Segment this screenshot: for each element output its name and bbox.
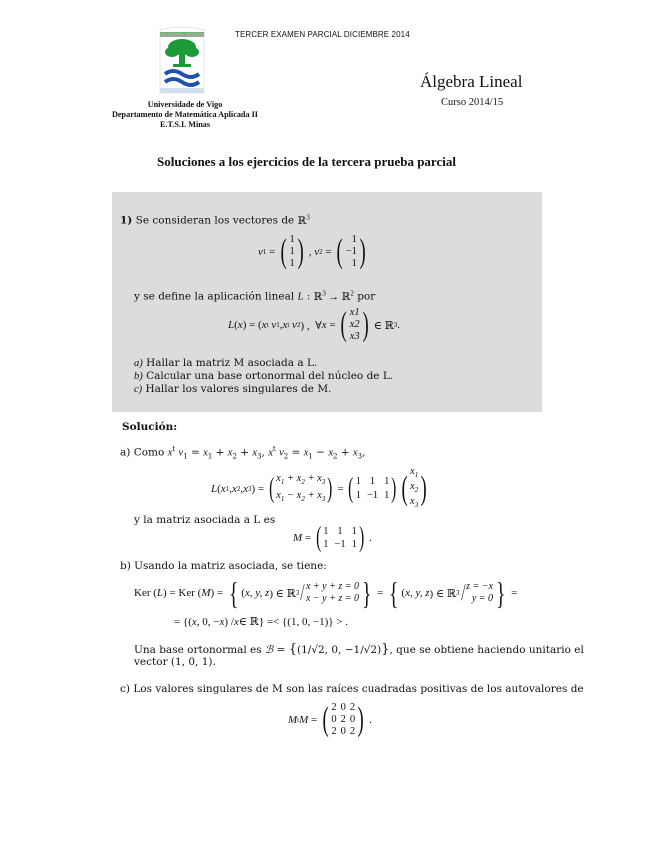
document-title: Soluciones a los ejercicios de la tercera prueba parcial <box>157 154 456 169</box>
linear-map-formula: L ( x ) = ( x t v 1 , x t v 2 ) , ∀ x = ( x1 x2 x3 ) ∈ ℝ 3 . <box>228 306 400 343</box>
school-name: E.T.S.I. Minas <box>159 120 211 129</box>
course-year: Curso 2014/15 <box>441 97 504 108</box>
part-a-formula: L ( x 1 , x 2 , x 3 ) = ( $x_1 + x_2 + x_3$ $x_1 - x_2 + x_3$ ) = ( 1 1 1 1 −1 1 ) ( $x_1$ $x_2$ $x_3$ ) <box>211 466 427 510</box>
kernel-formula: Ker ( L ) = Ker ( M ) = { ( x, y, z ) ∈ ℝ 3 / x + y + z = 0 x − y + z = 0 } = { ( x, y, z ) ∈ ℝ 3 / z = −x y = 0 } = <box>134 575 518 611</box>
institution-block <box>95 100 275 130</box>
v2-vector: 1 −1 1 <box>345 234 357 269</box>
task-item: b) Calcular una base ortonormal del núcleo de L. <box>134 370 394 382</box>
part-c-text: c) Los valores singulares de M son las raíces cuadradas positivas de los autovalores de <box>120 683 584 695</box>
part-b-intro: b) Usando la matriz asociada, se tiene: <box>120 560 327 572</box>
matrix-M: M = ( 1 1 1 1 −1 1 ) . <box>293 522 372 553</box>
department-name: Departamento de Matemática Aplicada II <box>112 110 258 119</box>
part-a-matrix-text: y la matriz asociada a L es <box>134 514 276 526</box>
course-name: Álgebra Lineal <box>420 72 523 91</box>
solution-heading: Solución: <box>122 421 178 433</box>
university-name: Universidade de Vigo <box>147 100 223 109</box>
part-b-base: Una base ortonormal es ℬ = {(1/√2, 0, −1/√2)}, que se obtiene haciendo unitario el <box>134 642 584 657</box>
part-b-vector: vector (1, 0, 1). <box>134 656 216 668</box>
matrix-MtM: M t M = ( 2 0 2 0 2 0 2 0 2 ) . <box>288 701 372 738</box>
exercise-number: 1) <box>120 214 133 227</box>
task-item: a) Hallar la matriz M asociada a L. <box>134 357 318 369</box>
kernel-span: = {( x , 0, − x ) / x ∈ ℝ} =< {(1, 0, −1)} > . <box>174 615 349 628</box>
task-item: c) Hallar los valores singulares de M. <box>134 383 332 395</box>
linear-map-definition: y se define la aplicación lineal L : ℝ$^3$ → ℝ$^2$ por <box>134 289 376 303</box>
exam-title: TERCER EXAMEN PARCIAL DICIEMBRE 2014 <box>235 30 410 39</box>
exercise-intro: 1) Se consideran los vectores de ℝ$^3$ <box>120 213 310 227</box>
exercise-intro-text: Se consideran los vectores de <box>135 214 298 227</box>
x-vector: x1 x2 x3 <box>349 307 360 342</box>
vectors-formula: v 1 = ( 1 1 1 ) , v 2 = ( 1 −1 1 ) <box>258 233 366 270</box>
part-a-intro: a) Como $x^t$ $v_1 = x_1 + x_2 + x_3$, $x^t$ $v_2 = x_1 - x_2 + x_3$, <box>120 445 366 461</box>
university-logo <box>157 24 207 94</box>
v1-vector: 1 1 1 <box>289 234 295 269</box>
task-list <box>134 357 393 396</box>
